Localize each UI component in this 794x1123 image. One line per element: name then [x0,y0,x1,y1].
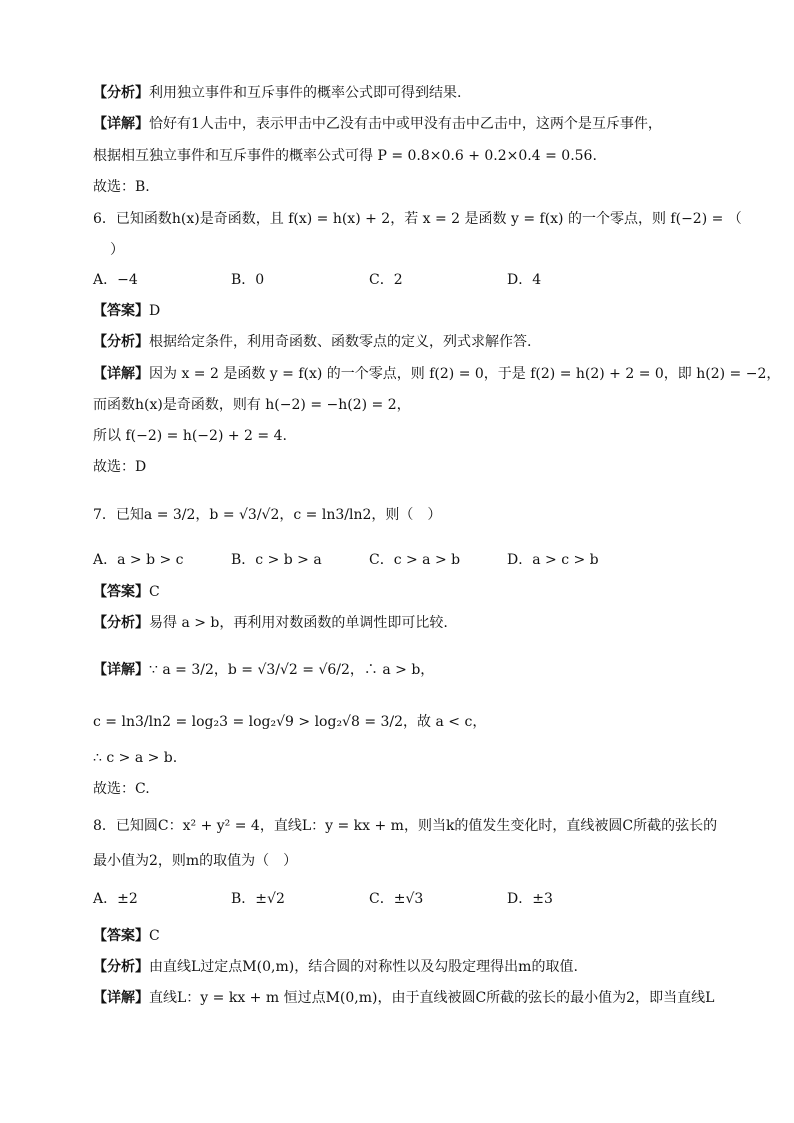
section-tag: 【分析】 [93,959,149,975]
solution-line [93,988,714,1008]
option-b: B．0 [231,272,265,288]
analysis-text: 易得 a > b，再利用对数函数的单调性即可比较. [149,615,448,631]
option-c: C．c > a > b [369,552,461,568]
section-tag: 【详解】 [93,662,149,678]
solution-line: c = ln3/ln2 = log₂3 = log₂√9 > log₂√8 = 3/2，故 a < c， [93,714,487,730]
option-c: C．2 [369,272,403,288]
question-8-options [93,889,645,909]
question-6-options [93,270,645,290]
analysis-text: 利用独立事件和互斥事件的概率公式即可得到结果. [149,85,462,101]
section-tag: 【详解】 [93,990,149,1006]
option-d: D．4 [507,272,542,288]
section-tag: 【答案】 [93,584,149,600]
answer-line [93,926,160,946]
analysis-line [93,332,531,352]
choice-line: 故选：C. [93,781,150,797]
option-b: B．±√2 [231,891,285,907]
solution-line: 根据相互独立事件和互斥事件的概率公式可得 P = 0.8×0.6 + 0.2×0.4 = 0.56. [93,148,597,164]
solution-line [93,364,780,384]
question-6-stem-end: ） [110,242,124,258]
solution-line [93,114,662,134]
solution-text: 因为 x = 2 是函数 y = f(x) 的一个零点，则 f(2) = 0，于是 f(2) = h(2) + 2 = 0，即 h(2) = −2， [149,366,781,382]
option-d: D．±3 [507,891,553,907]
answer-line [93,301,160,321]
question-7-options [93,550,645,570]
option-a: A．−4 [93,272,138,288]
solution-line: 而函数h(x)是奇函数，则有 h(−2) = −h(2) = 2， [93,397,411,413]
section-tag: 【分析】 [93,615,149,631]
question-7-stem: 7．已知a = 3/2，b = √3/√2，c = ln3/ln2，则（ ） [93,507,442,523]
solution-line: ∴ c > a > b. [93,750,178,766]
option-a: A．a > b > c [93,552,184,568]
question-8-stem: 8．已知圆C：x² + y² = 4，直线L：y = kx + m，则当k的值发生变化时，直线被圆C所截的弦长的 [93,818,718,834]
solution-line: 所以 f(−2) = h(−2) + 2 = 4. [93,428,287,444]
choice-line: 故选：D [93,459,147,475]
analysis-line [93,83,461,103]
answer-text: D [149,303,161,319]
option-b: B．c > b > a [231,552,322,568]
answer-text: C [149,928,160,944]
question-6-stem: 6．已知函数h(x)是奇函数，且 f(x) = h(x) + 2，若 x = 2 是函数 y = f(x) 的一个零点，则 f(−2) = （ [93,211,742,227]
analysis-text: 由直线L过定点M(0,m)，结合圆的对称性以及勾股定理得出m的取值. [149,959,578,975]
section-tag: 【分析】 [93,334,149,350]
option-d: D．a > c > b [507,552,599,568]
analysis-text: 根据给定条件，利用奇函数、函数零点的定义，列式求解作答. [149,334,532,350]
section-tag: 【详解】 [93,116,149,132]
section-tag: 【答案】 [93,928,149,944]
section-tag: 【详解】 [93,366,149,382]
choice-line: 故选：B. [93,179,150,195]
option-c: C．±√3 [369,891,424,907]
section-tag: 【答案】 [93,303,149,319]
option-a: A．±2 [93,891,138,907]
analysis-line [93,613,448,633]
solution-line [93,660,434,680]
analysis-line [93,957,578,977]
solution-text: 直线L：y = kx + m 恒过点M(0,m)，由于直线被圆C所截的弦长的最小值为2，即当直线L [149,990,715,1006]
answer-text: C [149,584,160,600]
solution-text: ∵ a = 3/2，b = √3/√2 = √6/2，∴ a > b， [149,662,435,678]
answer-line [93,582,160,602]
question-8-stem-cont: 最小值为2，则m的取值为（ ） [93,853,298,869]
section-tag: 【分析】 [93,85,149,101]
solution-text: 恰好有1人击中，表示甲击中乙没有击中或甲没有击中乙击中，这两个是互斥事件， [149,116,662,132]
